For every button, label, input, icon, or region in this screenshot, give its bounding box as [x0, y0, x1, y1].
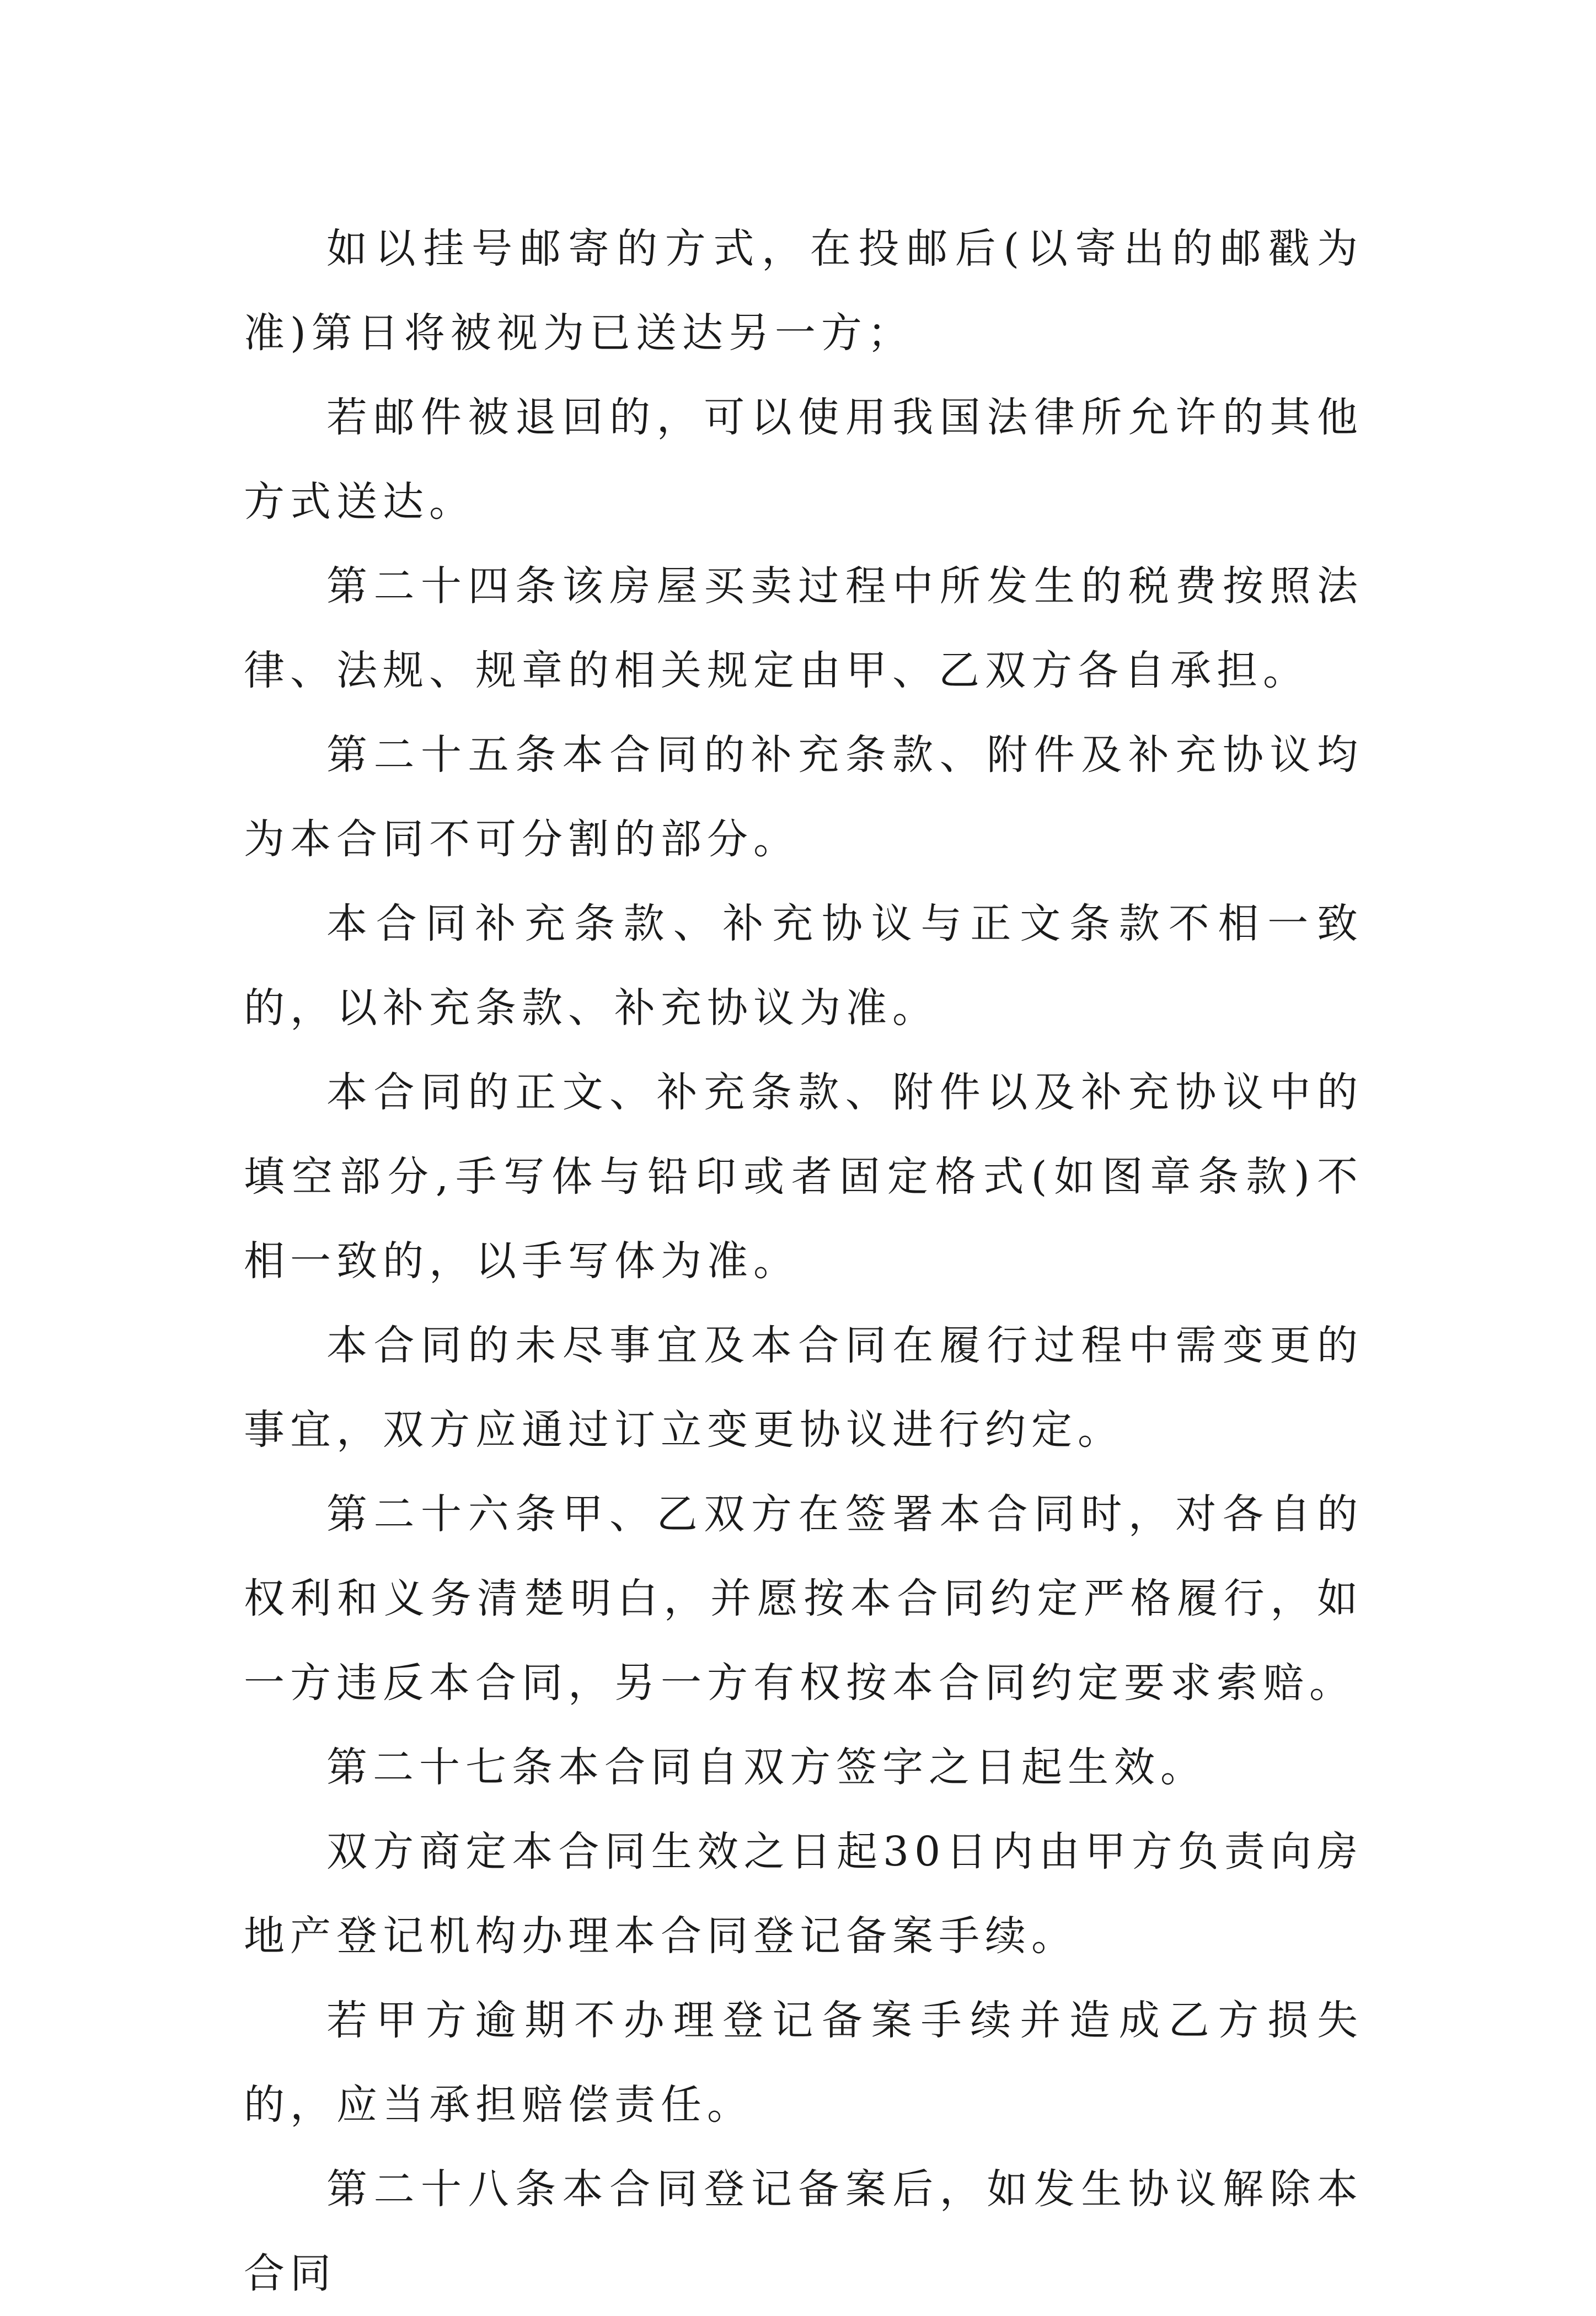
- paragraph-article-28: 第二十八条本合同登记备案后，如发生协议解除本合同: [244, 2165, 1363, 2297]
- paragraph-handwriting-precedence: 本合同的正文、补充条款、附件以及补充协议中的填空部分,手写体与铅印或者固定格式(如图章条款)不相一致的，以手写体为准。: [244, 1069, 1363, 1285]
- paragraph-article-27: 第二十七条本合同自双方签字之日起生效。: [326, 1744, 1207, 1791]
- paragraph-returned-mail: 若邮件被退回的，可以使用我国法律所允许的其他方式送达。: [244, 394, 1363, 526]
- paragraph-registration: 双方商定本合同生效之日起30日内由甲方负责向房地产登记机构办理本合同登记备案手续。: [244, 1828, 1363, 1960]
- paragraph-article-25: 第二十五条本合同的补充条款、附件及补充协议均为本合同不可分割的部分。: [244, 731, 1363, 863]
- paragraph-unresolved-matters: 本合同的未尽事宜及本合同在履行过程中需变更的事宜，双方应通过订立变更协议进行约定。: [244, 1322, 1363, 1454]
- paragraph-supplementary-precedence: 本合同补充条款、补充协议与正文条款不相一致的，以补充条款、补充协议为准。: [244, 900, 1363, 1032]
- document-body: [244, 207, 1363, 2316]
- paragraph-registration-liability: 若甲方逾期不办理登记备案手续并造成乙方损失的，应当承担赔偿责任。: [244, 1997, 1363, 2129]
- paragraph-article-24: 第二十四条该房屋买卖过程中所发生的税费按照法律、法规、规章的相关规定由甲、乙双方各自承担。: [244, 562, 1363, 694]
- paragraph-article-26: 第二十六条甲、乙双方在签署本合同时，对各自的权利和义务清楚明白，并愿按本合同约定严格履行，如一方违反本合同，另一方有权按本合同约定要求索赔。: [244, 1491, 1363, 1707]
- paragraph-registered-mail: 如以挂号邮寄的方式，在投邮后(以寄出的邮戳为准)第日将被视为已送达另一方；: [244, 225, 1363, 357]
